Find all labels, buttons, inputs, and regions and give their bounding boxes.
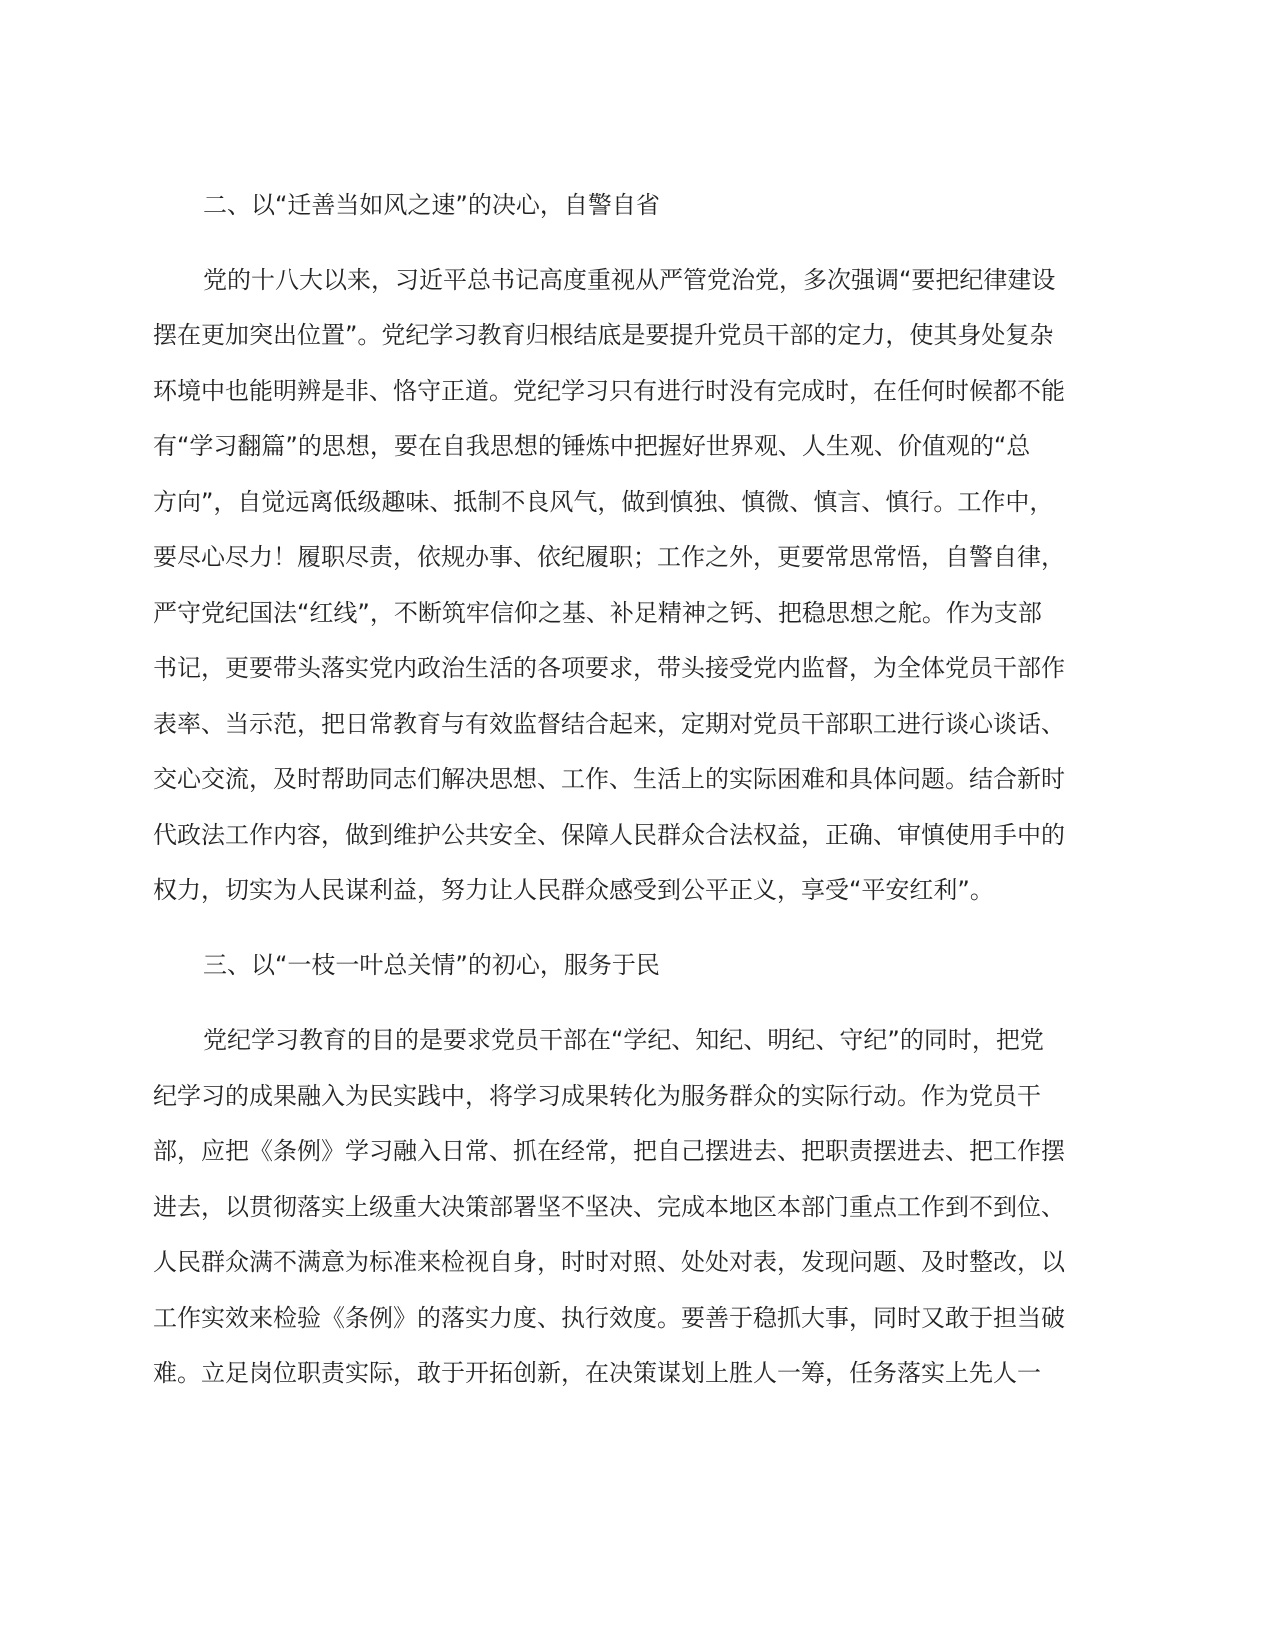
paragraph-line: 纪学习的成果融入为民实践中，将学习成果转化为服务群众的实际行动。作为党员干 [153, 1082, 1041, 1110]
paragraph-line: 摆在更加突出位置”。党纪学习教育归根结底是要提升党员干部的定力，使其身处复杂 [153, 321, 1054, 349]
paragraph-line: 交心交流，及时帮助同志们解决思想、工作、生活上的实际困难和具体问题。结合新时 [153, 765, 1065, 793]
paragraph-line: 工作实效来检验《条例》的落实力度、执行效度。要善于稳抓大事，同时又敢于担当破 [153, 1304, 1065, 1332]
paragraph-line: 人民群众满不满意为标准来检视自身，时时对照、处处对表，发现问题、及时整改，以 [153, 1248, 1065, 1276]
paragraph-line: 代政法工作内容，做到维护公共安全、保障人民群众合法权益，正确、审慎使用手中的 [153, 821, 1065, 849]
paragraph-line: 党纪学习教育的目的是要求党员干部在“学纪、知纪、明纪、守纪”的同时，把党 [203, 1026, 1044, 1054]
section-heading: 三、以“一枝一叶总关情”的初心，服务于民 [203, 951, 660, 979]
paragraph-line: 环境中也能明辨是非、恪守正道。党纪学习只有进行时没有完成时，在任何时候都不能 [153, 377, 1065, 405]
paragraph-line: 书记，更要带头落实党内政治生活的各项要求，带头接受党内监督，为全体党员干部作 [153, 654, 1065, 682]
paragraph-line: 有“学习翻篇”的思想，要在自我思想的锤炼中把握好世界观、人生观、价值观的“总 [153, 432, 1031, 460]
paragraph-line: 严守党纪国法“红线”，不断筑牢信仰之基、补足精神之钙、把稳思想之舵。作为支部 [153, 599, 1042, 627]
paragraph-line: 难。立足岗位职责实际，敢于开拓创新，在决策谋划上胜人一筹，任务落实上先人一 [153, 1359, 1041, 1387]
paragraph-line: 党的十八大以来，习近平总书记高度重视从严管党治党，多次强调“要把纪律建设 [203, 266, 1056, 294]
section-heading: 二、以“迁善当如风之速”的决心，自警自省 [203, 191, 660, 219]
paragraph-line: 权力，切实为人民谋利益，努力让人民群众感受到公平正义，享受“平安红利”。 [153, 876, 994, 904]
paragraph-line: 表率、当示范，把日常教育与有效监督结合起来，定期对党员干部职工进行谈心谈话、 [153, 710, 1065, 738]
paragraph-line: 要尽心尽力！履职尽责，依规办事、依纪履职；工作之外，更要常思常悟，自警自律， [153, 543, 1065, 571]
paragraph-line: 方向”，自觉远离低级趣味、抵制不良风气，做到慎独、慎微、慎言、慎行。工作中， [153, 488, 1054, 516]
paragraph-line: 进去，以贯彻落实上级重大决策部署坚不坚决、完成本地区本部门重点工作到不到位、 [153, 1193, 1065, 1221]
paragraph-line: 部，应把《条例》学习融入日常、抓在经常，把自己摆进去、把职责摆进去、把工作摆 [153, 1137, 1065, 1165]
